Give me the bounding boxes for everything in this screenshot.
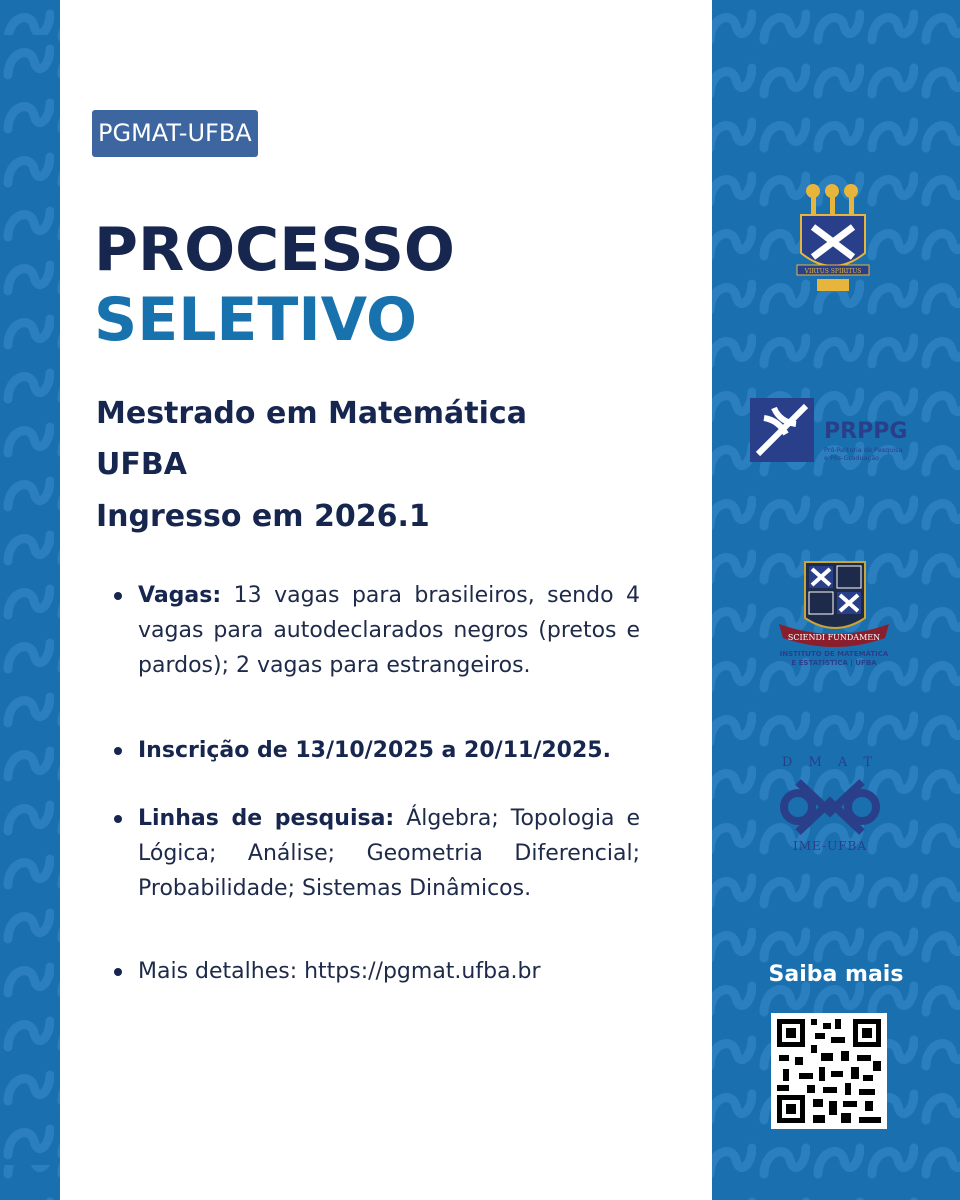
title-line-1: PROCESSO — [94, 215, 455, 285]
svg-text:e Pós-Graduação: e Pós-Graduação — [824, 454, 880, 462]
list-item-vagas — [110, 578, 640, 683]
vagas-text: 13 vagas para brasileiros, sendo 4 vagas para autodeclarados negros (pretos e pardos); 2 vagas para estrangeiros. — [138, 583, 640, 678]
subtitle-intake: Ingresso em 2026.1 — [96, 499, 430, 534]
svg-text:E ESTATÍSTICA | UFBA: E ESTATÍSTICA | UFBA — [791, 659, 877, 667]
saiba-mais-label: Saiba mais — [768, 962, 904, 987]
list-item-detalhes — [110, 954, 640, 989]
svg-text:IME-UFBA: IME-UFBA — [793, 839, 867, 853]
subtitle-university: UFBA — [96, 447, 187, 482]
qr-code-icon[interactable] — [771, 1013, 887, 1129]
svg-text:INSTITUTO DE MATEMÁTICA: INSTITUTO DE MATEMÁTICA — [779, 650, 889, 658]
left-edge-strip — [0, 35, 60, 1165]
svg-text:D M A T: D M A T — [781, 755, 879, 770]
program-tag: PGMAT-UFBA — [92, 110, 258, 157]
info-list — [110, 578, 640, 989]
svg-text:PRPPG: PRPPG — [824, 419, 908, 444]
bullet-dot — [114, 592, 122, 600]
subtitle-course: Mestrado em Matemática — [96, 396, 527, 431]
list-item-inscricao — [110, 733, 640, 768]
inscricao-text: Inscrição de 13/10/2025 a 20/11/2025. — [138, 738, 611, 763]
svg-text:VIRTUS SPIRITUS: VIRTUS SPIRITUS — [804, 268, 862, 275]
bullet-dot — [114, 968, 122, 976]
linhas-text: Álgebra; Topologia e Lógica; Análise; Geometria Diferencial; Probabilidade; Sistemas Dinâmicos. — [138, 806, 640, 901]
svg-text:SCIENDI FUNDAMEN: SCIENDI FUNDAMEN — [787, 633, 881, 642]
vagas-label: Vagas: — [138, 583, 222, 608]
bullet-dot — [114, 815, 122, 823]
dmat-knot-icon — [778, 752, 882, 854]
detalhes-link[interactable]: Mais detalhes: https://pgmat.ufba.br — [138, 959, 541, 984]
ime-crest-icon — [775, 560, 893, 672]
svg-text:Pró-Reitoria de Pesquisa: Pró-Reitoria de Pesquisa — [824, 446, 903, 454]
prppg-logo-icon — [750, 398, 920, 466]
linhas-label: Linhas de pesquisa: — [138, 806, 395, 831]
bullet-dot — [114, 747, 122, 755]
ufba-crest-icon — [795, 183, 871, 299]
title-line-2: SELETIVO — [94, 285, 418, 355]
list-item-linhas — [110, 801, 640, 906]
